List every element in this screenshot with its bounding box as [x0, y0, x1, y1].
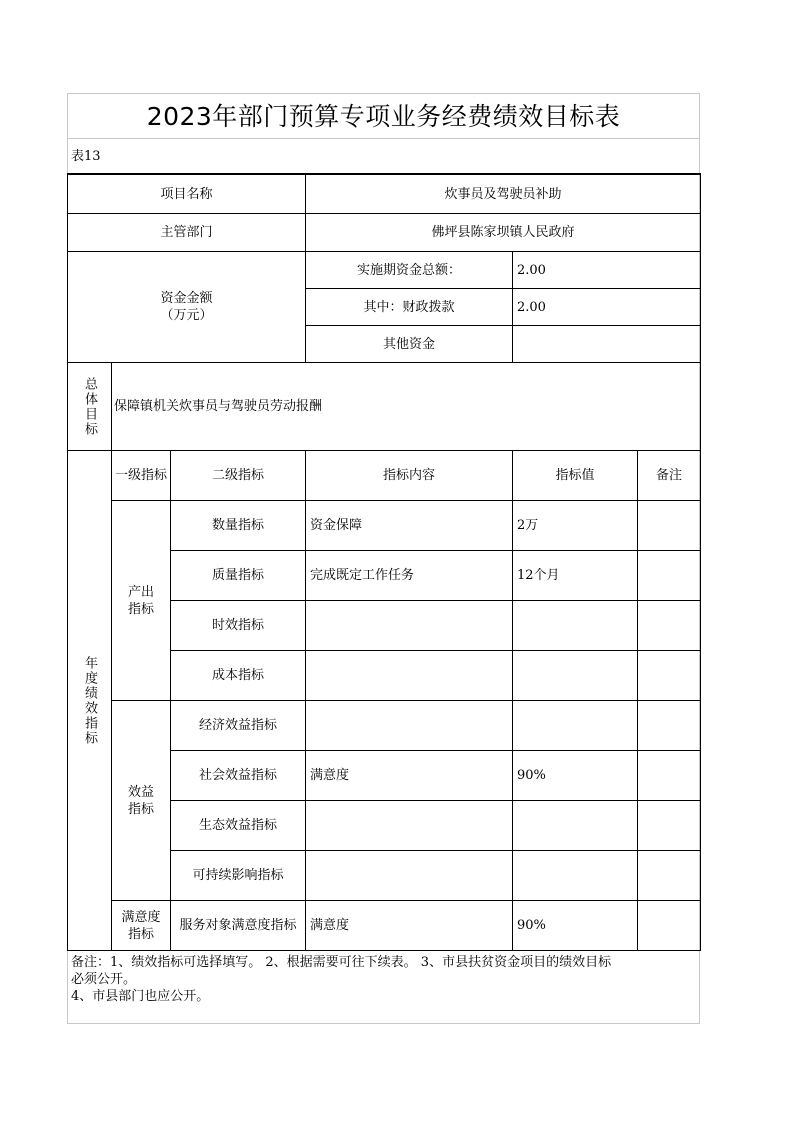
title-divider — [68, 138, 699, 139]
notes — [71, 954, 696, 1005]
row-content: 资金保障 — [310, 518, 363, 533]
page-title: 2023年部门预算专项业务经费绩效目标表 — [146, 101, 621, 131]
table-number: 表13 — [71, 149, 101, 164]
row-value: 90% — [517, 768, 546, 783]
row-content — [306, 651, 512, 700]
row-level2: 社会效益指标 — [198, 768, 277, 783]
project-name-value: 炊事员及驾驶员补助 — [444, 186, 562, 202]
overall-goal-label-text: 总体目标 — [82, 376, 97, 437]
row-level2: 服务对象满意度指标 — [179, 918, 297, 933]
annual-indicators-label — [68, 451, 111, 950]
row-content: 满意度 — [310, 918, 350, 933]
row-level2: 质量指标 — [211, 568, 264, 583]
row-value — [513, 701, 637, 750]
row-content — [306, 701, 512, 750]
header-value: 指标值 — [555, 468, 595, 483]
note-line: 4、市县部门也应公开。 — [71, 989, 210, 1004]
header-remark: 备注 — [655, 468, 682, 483]
row-remark — [638, 751, 700, 800]
funds-other-label: 其他资金 — [382, 336, 435, 352]
row-level2: 数量指标 — [211, 518, 264, 533]
funds-fiscal-label: 其中：财政拨款 — [363, 299, 455, 315]
row-value — [513, 601, 637, 650]
row-remark — [638, 901, 700, 950]
funds-label — [68, 252, 305, 362]
row-remark — [638, 851, 700, 900]
header-level1: 一级指标 — [114, 468, 167, 483]
row-level2: 经济效益指标 — [198, 718, 277, 733]
funds-fiscal-value: 2.00 — [517, 299, 546, 315]
row-value: 12个月 — [517, 568, 560, 583]
row-content: 满意度 — [310, 768, 350, 783]
group-satisfaction-label — [112, 901, 170, 950]
overall-goal-label — [68, 363, 111, 450]
department-label: 主管部门 — [160, 225, 213, 240]
group-output-label: 产出指标 — [127, 584, 154, 617]
overall-goal-value: 保障镇机关炊事员与驾驶员劳动报酬 — [114, 399, 323, 414]
funds-total-label: 实施期资金总额： — [356, 262, 461, 278]
project-name-label: 项目名称 — [160, 186, 213, 202]
row-value — [513, 801, 637, 850]
row-content — [306, 851, 512, 900]
row-content: 完成既定工作任务 — [310, 568, 415, 583]
funds-other-value — [513, 326, 700, 362]
row-value — [513, 851, 637, 900]
funds-total-value: 2.00 — [517, 262, 546, 278]
row-remark — [638, 701, 700, 750]
row-level2: 成本指标 — [211, 668, 264, 683]
row-remark — [638, 801, 700, 850]
row-level2: 生态效益指标 — [198, 818, 277, 833]
row-remark — [638, 551, 700, 600]
row-value: 90% — [517, 918, 546, 933]
header-content: 指标内容 — [382, 468, 435, 483]
row-value — [513, 651, 637, 700]
group-benefit-label: 效益指标 — [127, 784, 154, 817]
group-satisfaction-line1: 满意度 — [121, 909, 161, 925]
row-level2: 时效指标 — [211, 618, 264, 633]
row-value: 2万 — [517, 518, 539, 533]
funds-label-line1: 资金金额 — [160, 291, 213, 306]
group-satisfaction-line2: 指标 — [127, 926, 154, 942]
row-remark — [638, 501, 700, 550]
note-line: 备注：1、绩效指标可选择填写。 2、根据需要可往下续表。 3、市县扶贫资金项目的绩效目标 — [71, 955, 612, 970]
annual-indicators-label-text: 年度绩效指标 — [82, 655, 97, 746]
row-level2: 可持续影响指标 — [192, 868, 284, 883]
header-level2: 二级指标 — [211, 468, 264, 483]
note-line: 必须公开。 — [71, 972, 137, 987]
row-content — [306, 601, 512, 650]
row-content — [306, 801, 512, 850]
department-value: 佛坪县陈家坝镇人民政府 — [431, 225, 575, 240]
row-remark — [638, 601, 700, 650]
row-remark — [638, 651, 700, 700]
funds-label-line2: （万元） — [160, 308, 213, 323]
